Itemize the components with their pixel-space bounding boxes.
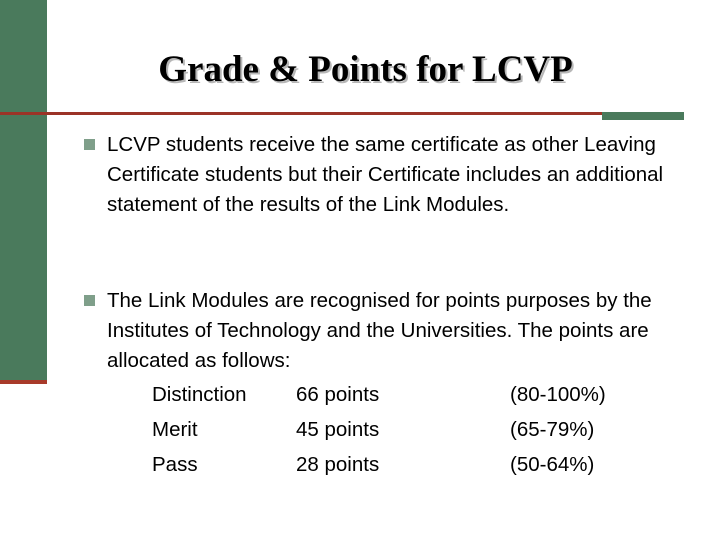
points-row — [152, 377, 672, 412]
divider-green-block — [602, 112, 684, 120]
left-accent-red-stripe — [0, 380, 47, 384]
slide-title: Grade & Points for LCVP — [158, 49, 573, 90]
bullet-text: LCVP students receive the same certificate as other Leaving Certificate students but their Certificate includes an additional statement of the results of the Link Modules. — [107, 133, 664, 216]
percent-range: (80-100%) — [510, 383, 606, 406]
title-divider — [0, 112, 684, 121]
square-bullet-icon — [84, 139, 95, 150]
bullet-item — [84, 130, 684, 220]
points-row — [152, 412, 672, 447]
grade-label: Merit — [152, 418, 198, 441]
grade-label: Pass — [152, 453, 198, 476]
divider-red-line — [0, 112, 684, 115]
points-row — [152, 447, 672, 482]
left-accent-bar — [0, 0, 47, 383]
bullet-item — [84, 286, 684, 376]
points-value: 45 points — [296, 418, 380, 441]
points-table — [152, 377, 672, 482]
points-value: 28 points — [296, 453, 380, 476]
points-value: 66 points — [296, 383, 380, 406]
percent-range: (50-64%) — [510, 453, 595, 476]
square-bullet-icon — [84, 295, 95, 306]
percent-range: (65-79%) — [510, 418, 595, 441]
grade-label: Distinction — [152, 383, 247, 406]
bullet-text: The Link Modules are recognised for points purposes by the Institutes of Technology and the Universities. The points are allocated as follows: — [107, 289, 652, 372]
